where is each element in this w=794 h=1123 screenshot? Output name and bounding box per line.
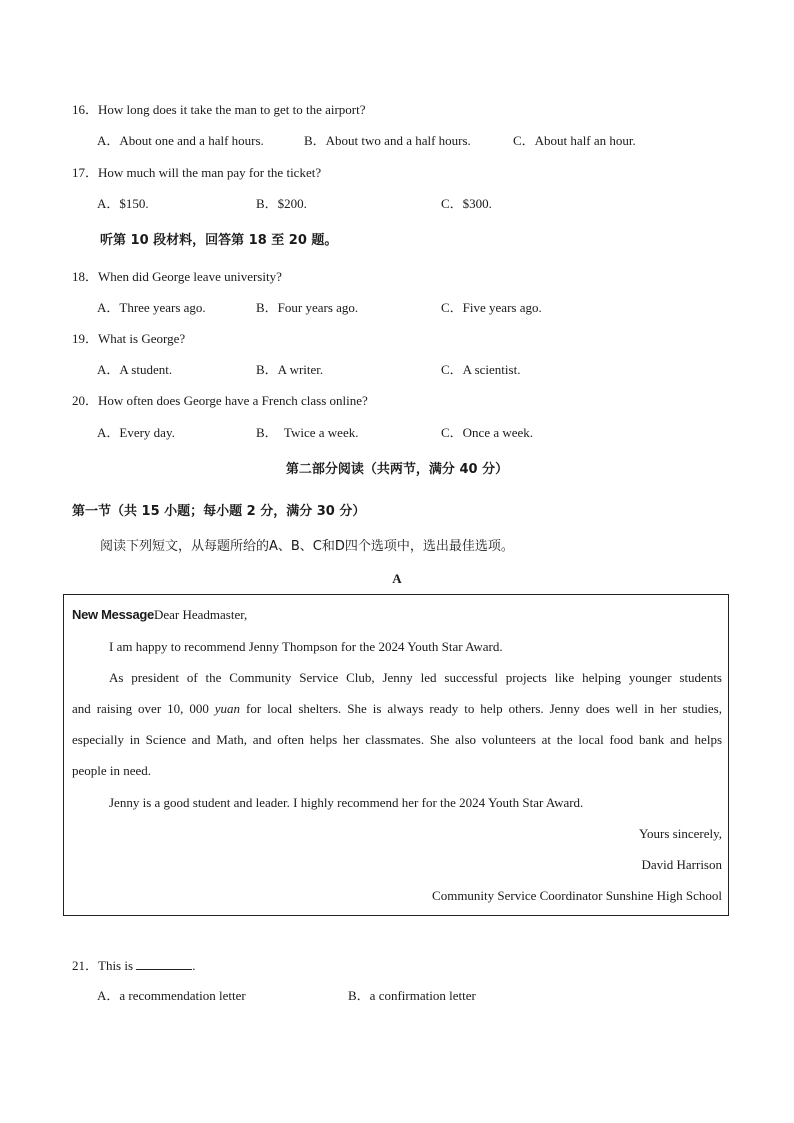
question-20-stem: 20．How often does George have a French class online? bbox=[72, 393, 368, 408]
letter-text-segment: and raising over 10, 000 bbox=[72, 701, 215, 716]
answer-blank bbox=[136, 957, 192, 970]
section-10-heading: 听第 10 段材料，回答第 18 至 20 题。 bbox=[100, 233, 338, 248]
question-19-option-b: B．A writer. bbox=[256, 362, 324, 377]
question-21-stem bbox=[72, 957, 196, 974]
part-2-title: 第二部分阅读（共两节，满分 40 分） bbox=[285, 462, 509, 477]
letter-signer-title: Community Service Coordinator Sunshine High School bbox=[432, 888, 722, 903]
letter-text-segment: for local shelters. She is always ready to help others. Jenny does well in her studies, bbox=[240, 701, 722, 716]
letter-greeting: Dear Headmaster, bbox=[153, 607, 248, 622]
new-message-label: New Message bbox=[72, 607, 154, 622]
letter-closing: Yours sincerely, bbox=[638, 826, 722, 841]
letter-paragraph-2-line-2 bbox=[72, 701, 722, 717]
section-1-title: 第一节（共 15 小题；每小题 2 分，满分 30 分） bbox=[72, 504, 366, 519]
question-16-option-b: B．About two and a half hours. bbox=[304, 133, 471, 148]
question-18-option-a: A．Three years ago. bbox=[97, 300, 206, 315]
question-20-option-a: A．Every day. bbox=[97, 425, 175, 440]
question-17-stem: 17．How much will the man pay for the ticket? bbox=[72, 165, 322, 180]
question-19-option-a: A．A student. bbox=[97, 362, 173, 377]
question-21-stem-text: 21．This is bbox=[72, 958, 134, 973]
letter-paragraph-3: Jenny is a good student and leader. I highly recommend her for the 2024 Youth Star Award. bbox=[109, 795, 584, 810]
question-21-option-a: A．a recommendation letter bbox=[97, 988, 246, 1003]
question-21-option-b: B．a confirmation letter bbox=[348, 988, 476, 1003]
question-17-option-c: C．$300. bbox=[441, 196, 492, 211]
question-17-option-a: A．$150. bbox=[97, 196, 149, 211]
question-18-option-c: C．Five years ago. bbox=[441, 300, 542, 315]
question-16-option-c: C．About half an hour. bbox=[513, 133, 636, 148]
letter-paragraph-1: I am happy to recommend Jenny Thompson for the 2024 Youth Star Award. bbox=[109, 639, 503, 654]
question-16-option-a: A．About one and a half hours. bbox=[97, 133, 264, 148]
question-16-stem: 16．How long does it take the man to get to the airport? bbox=[72, 102, 366, 117]
passage-label: A bbox=[392, 571, 402, 586]
letter-header bbox=[72, 607, 722, 623]
letter-paragraph-2-line-4: people in need. bbox=[72, 763, 152, 778]
question-21-stem-end: . bbox=[192, 958, 196, 973]
question-19-stem: 19．What is George? bbox=[72, 331, 186, 346]
question-19-option-c: C．A scientist. bbox=[441, 362, 521, 377]
question-20-option-b: B． Twice a week. bbox=[256, 425, 359, 440]
letter-paragraph-2-line-1: As president of the Community Service Club, Jenny led successful projects like helping younger students bbox=[109, 670, 722, 685]
instructions: 阅读下列短文，从每题所给的A、B、C和D四个选项中，选出最佳选项。 bbox=[100, 539, 514, 554]
letter-yuan-italic: yuan bbox=[214, 701, 241, 716]
question-20-option-c: C．Once a week. bbox=[441, 425, 534, 440]
question-17-option-b: B．$200. bbox=[256, 196, 307, 211]
question-18-stem: 18．When did George leave university? bbox=[72, 269, 282, 284]
letter-signature: David Harrison bbox=[641, 857, 722, 872]
letter-paragraph-2-line-3: especially in Science and Math, and often helps her classmates. She also volunteers at the local food bank and helps bbox=[72, 732, 722, 747]
question-18-option-b: B．Four years ago. bbox=[256, 300, 359, 315]
